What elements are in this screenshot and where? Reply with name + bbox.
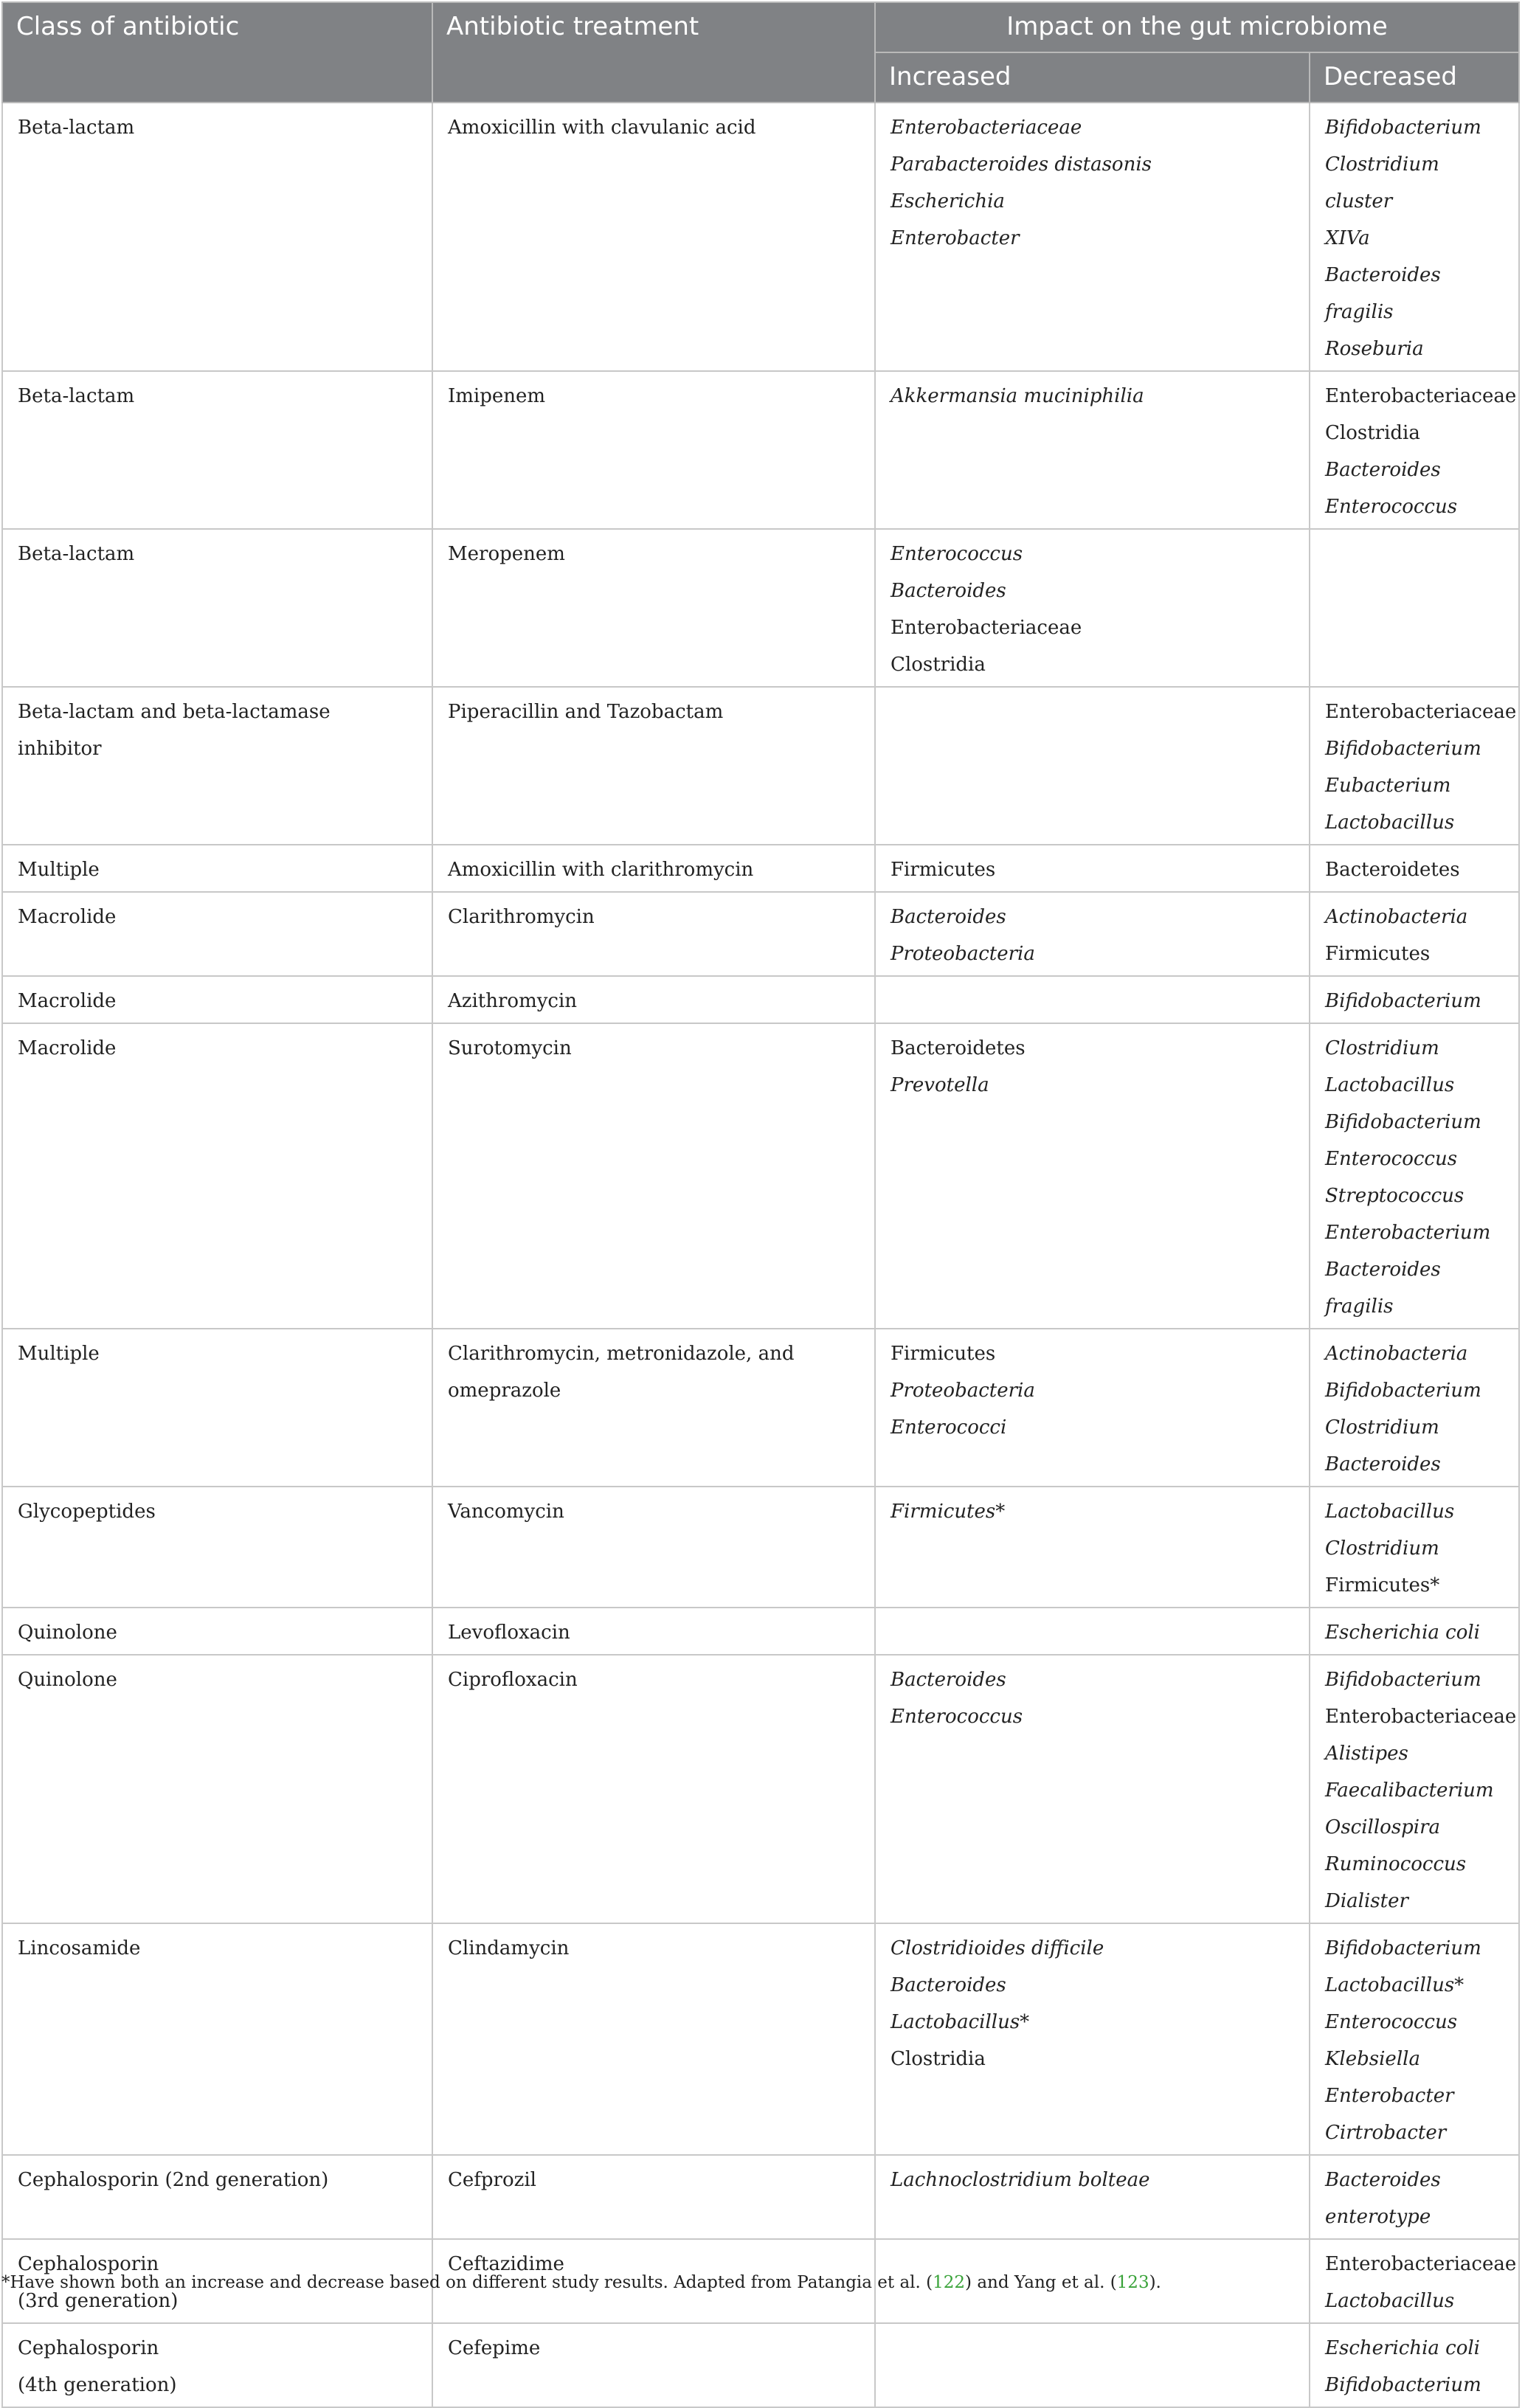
taxon-item (1325, 488, 1504, 525)
taxon-name: Enterococcus (1325, 2011, 1458, 2033)
taxon-item (891, 2004, 1294, 2041)
taxon-item (1325, 1772, 1504, 1809)
taxon-item (1325, 331, 1504, 367)
cell-treatment-line: Ciprofloxacin (448, 1669, 578, 1691)
cell-class (2, 529, 432, 687)
cell-treatment-line: Clindamycin (448, 1937, 570, 1959)
cell-treatment (432, 2323, 875, 2407)
footnote-ref-123[interactable]: 123 (1116, 2273, 1149, 2292)
taxon-item (1325, 1930, 1504, 1967)
taxon-name: Escherichia coli (1325, 1622, 1480, 1644)
cell-increased (875, 1023, 1310, 1329)
taxon-item (891, 609, 1294, 646)
taxon-item (1325, 1735, 1504, 1772)
taxon-name: Ruminococcus (1325, 1853, 1467, 1875)
taxon-name: Bacteroides (891, 1974, 1006, 1996)
cell-class-line: Multiple (18, 1343, 100, 1365)
cell-treatment-line: Piperacillin and Tazobactam (448, 701, 724, 723)
cell-decreased (1310, 371, 1519, 529)
taxon-name: Bacteroides (891, 906, 1006, 928)
taxon-name: Bifidobacterium (1325, 2374, 1481, 2396)
taxon-name: Akkermansia muciniphilia (891, 385, 1144, 407)
taxon-name: Bacteroides fragilis (1325, 264, 1441, 323)
taxon-item (1325, 2077, 1504, 2114)
taxon-name: Bifidobacterium (1325, 1669, 1481, 1691)
cell-treatment (432, 976, 875, 1023)
taxon-name: Alistipes (1325, 1743, 1408, 1765)
cell-class-line: Beta-lactam (18, 117, 135, 139)
taxon-item (891, 378, 1294, 415)
table-row (2, 1923, 1519, 2155)
footnote-marker: * (1454, 1974, 1465, 1996)
cell-increased (875, 1923, 1310, 2155)
taxon-name: Bacteroides (891, 1669, 1006, 1691)
cell-class (2, 1329, 432, 1487)
taxon-item (891, 109, 1294, 146)
taxon-name: Eubacterium (1325, 775, 1451, 797)
header-decreased: Decreased (1310, 52, 1519, 103)
cell-class (2, 2155, 432, 2239)
taxon-name: enterotype (1325, 2206, 1431, 2228)
taxon-item (1325, 220, 1504, 257)
cell-treatment (432, 1608, 875, 1655)
cell-decreased (1310, 103, 1519, 371)
taxon-item (1325, 1141, 1504, 1177)
cell-class (2, 1023, 432, 1329)
taxon-name: Roseburia (1325, 338, 1424, 360)
taxon-item (1325, 1214, 1504, 1251)
cell-treatment-line: Clarithromycin (448, 906, 595, 928)
taxon-name: Bacteroides (1325, 1453, 1441, 1475)
cell-class-line: Cephalosporin (18, 2253, 159, 2275)
cell-increased (875, 976, 1310, 1023)
header-increased: Increased (875, 52, 1310, 103)
taxon-item (891, 2041, 1294, 2077)
taxon-name: Enterobacter (891, 227, 1020, 249)
cell-treatment-line: Ceftazidime (448, 2253, 564, 2275)
cell-treatment-line: Amoxicillin with clarithromycin (448, 859, 754, 881)
cell-class-line: (3rd generation) (18, 2290, 179, 2312)
table-row (2, 1655, 1519, 1923)
cell-class (2, 1608, 432, 1655)
taxon-name: Firmicutes (891, 859, 996, 881)
taxon-name: Bacteroides fragilis (1325, 1259, 1441, 1318)
taxon-name: Enterobacterium (1325, 1222, 1491, 1244)
taxon-name: Lactobacillus (1325, 1074, 1455, 1096)
cell-increased (875, 687, 1310, 845)
taxon-item (1325, 1567, 1504, 1604)
taxon-name: Bacteroidetes (1325, 859, 1460, 881)
footnote-marker: * (995, 1501, 1006, 1523)
taxon-name: Clostridium (1325, 1537, 1439, 1560)
taxon-item (1325, 1177, 1504, 1214)
taxon-name: Bacteroidetes (891, 1037, 1026, 1059)
taxon-item (1325, 2114, 1504, 2151)
taxon-item (1325, 378, 1517, 415)
taxon-item (891, 899, 1294, 935)
cell-class (2, 976, 432, 1023)
table-row (2, 371, 1519, 529)
cell-treatment (432, 1487, 875, 1608)
taxon-name: Escherichia (891, 190, 1005, 212)
table-row (2, 845, 1519, 892)
taxon-item (1325, 415, 1504, 452)
taxon-name: Clostridioides difficile (891, 1937, 1104, 1959)
cell-increased (875, 1655, 1310, 1923)
cell-class-line: Multiple (18, 859, 100, 881)
taxon-name: Enterobacter (1325, 2085, 1454, 2107)
cell-class-line: Quinolone (18, 1622, 117, 1644)
taxon-item (891, 1372, 1294, 1409)
table-row (2, 1329, 1519, 1487)
table-row (2, 892, 1519, 976)
taxon-name: Actinobacteria (1325, 1343, 1468, 1365)
taxon-name: Oscillospira (1325, 1816, 1441, 1838)
cell-class-line: Lincosamide (18, 1937, 141, 1959)
cell-class-line: Beta-lactam and beta-lactamase inhibitor (18, 701, 331, 760)
cell-increased (875, 1608, 1310, 1655)
taxon-name: Clostridium (1325, 1416, 1439, 1439)
taxon-name: Bifidobacterium (1325, 1111, 1481, 1133)
cell-class-line: Macrolide (18, 906, 117, 928)
cell-treatment-line: Clarithromycin, metronidazole, and omeprazole (448, 1343, 795, 1402)
taxon-name: Klebsiella (1325, 2048, 1420, 2070)
taxon-name: Lactobacillus (1325, 1501, 1455, 1523)
taxon-name: Lachnoclostridium bolteae (891, 2169, 1150, 2191)
header-class: Class of antibiotic (2, 2, 432, 103)
taxon-name: Lactobacillus (1325, 2290, 1455, 2312)
footnote-text-1: *Have shown both an increase and decrease based on different study results. Adapted from Patangia et al. ( (1, 2273, 933, 2292)
cell-decreased (1310, 845, 1519, 892)
cell-increased (875, 892, 1310, 976)
footnote-ref-122[interactable]: 122 (933, 2273, 966, 2292)
taxon-name: Actinobacteria (1325, 906, 1468, 928)
cell-class (2, 845, 432, 892)
taxon-item (1325, 730, 1504, 767)
cell-treatment (432, 103, 875, 371)
taxon-item (1325, 693, 1517, 730)
table-row (2, 1487, 1519, 1608)
taxon-name: Enterobacteriaceae (1325, 701, 1517, 723)
taxon-name: Clostridium (1325, 1037, 1439, 1059)
cell-decreased (1310, 687, 1519, 845)
cell-increased (875, 1329, 1310, 1487)
taxon-item (1325, 983, 1504, 1020)
taxon-item (1325, 851, 1504, 888)
taxon-item (891, 935, 1294, 972)
taxon-name: Enterobacteriaceae (1325, 2253, 1517, 2275)
footnote-marker: * (1430, 1574, 1440, 1596)
taxon-name: Enterococcus (1325, 496, 1458, 518)
taxon-name: Bifidobacterium (1325, 117, 1481, 139)
cell-treatment (432, 687, 875, 845)
taxon-item (891, 1335, 1294, 1372)
cell-increased (875, 103, 1310, 371)
taxon-name: Bifidobacterium (1325, 1937, 1481, 1959)
cell-increased (875, 2155, 1310, 2239)
taxon-name: Firmicutes (891, 1343, 996, 1365)
taxon-name: Enterococcus (891, 1706, 1023, 1728)
cell-treatment-line: Cefepime (448, 2337, 541, 2359)
cell-class-line: Cephalosporin (18, 2337, 159, 2359)
cell-treatment-line: Meropenem (448, 543, 565, 565)
taxon-name: Enterobacteriaceae (1325, 385, 1517, 407)
cell-treatment (432, 529, 875, 687)
taxon-item (1325, 2041, 1504, 2077)
taxon-item (1325, 109, 1504, 146)
taxon-item (891, 536, 1294, 572)
table-body (2, 103, 1519, 2407)
taxon-name: Escherichia coli (1325, 2337, 1480, 2359)
taxon-item (1325, 1030, 1504, 1067)
cell-decreased (1310, 529, 1519, 687)
cell-class (2, 687, 432, 845)
taxon-item (891, 646, 1294, 683)
taxon-item (1325, 1846, 1504, 1883)
taxon-name: Enterococcus (891, 543, 1023, 565)
cell-decreased (1310, 1487, 1519, 1608)
taxon-item (1325, 1967, 1504, 2004)
cell-treatment-line: Vancomycin (448, 1501, 564, 1523)
taxon-name: Clostridia (891, 654, 986, 676)
table-row (2, 687, 1519, 845)
taxon-name: Firmicutes (891, 1501, 996, 1523)
antibiotic-microbiome-table (1, 1, 1520, 2408)
cell-treatment-line: Levofloxacin (448, 1622, 570, 1644)
taxon-item (1325, 1372, 1504, 1409)
cell-treatment-line: Cefprozil (448, 2169, 536, 2191)
cell-class-line: Macrolide (18, 1037, 117, 1059)
cell-treatment (432, 371, 875, 529)
taxon-item (891, 220, 1294, 257)
cell-class (2, 2323, 432, 2407)
taxon-item (891, 572, 1294, 609)
cell-class (2, 892, 432, 976)
cell-treatment (432, 892, 875, 976)
taxon-name: Enterobacteriaceae (891, 617, 1082, 639)
taxon-item (1325, 1104, 1504, 1141)
taxon-item (1325, 1698, 1517, 1735)
cell-decreased (1310, 1608, 1519, 1655)
cell-decreased (1310, 892, 1519, 976)
cell-treatment-line: Amoxicillin with clavulanic acid (448, 117, 756, 139)
taxon-name: Bifidobacterium (1325, 738, 1481, 760)
cell-class (2, 371, 432, 529)
cell-class-line: Macrolide (18, 990, 117, 1012)
taxon-item (891, 1067, 1294, 1104)
taxon-item (1325, 1251, 1504, 1325)
cell-treatment-line: Imipenem (448, 385, 546, 407)
cell-class-line: Quinolone (18, 1669, 117, 1691)
cell-decreased (1310, 1329, 1519, 1487)
taxon-name: Lactobacillus (1325, 1974, 1455, 1996)
taxon-item (891, 1661, 1294, 1698)
taxon-item (1325, 1661, 1504, 1698)
taxon-item (891, 1030, 1294, 1067)
taxon-name: Bacteroides (1325, 459, 1441, 481)
taxon-item (891, 1930, 1294, 1967)
taxon-item (1325, 2004, 1504, 2041)
taxon-name: Parabacteroides distasonis (891, 153, 1152, 176)
table-row (2, 1023, 1519, 1329)
cell-class-line: Glycopeptides (18, 1501, 156, 1523)
taxon-name: Bifidobacterium (1325, 990, 1481, 1012)
footnote-text-3: ). (1149, 2273, 1161, 2292)
cell-decreased (1310, 2323, 1519, 2407)
taxon-name: Enterococci (891, 1416, 1007, 1439)
header-impact: Impact on the gut microbiome (875, 2, 1519, 52)
table-row (2, 103, 1519, 371)
taxon-name: Lactobacillus (1325, 812, 1455, 834)
taxon-name: Cirtrobacter (1325, 2122, 1447, 2144)
taxon-item (891, 851, 1294, 888)
table-row (2, 529, 1519, 687)
taxon-item (1325, 1530, 1504, 1567)
cell-treatment (432, 2155, 875, 2239)
taxon-item (1325, 767, 1504, 804)
taxon-name: XIVa (1325, 227, 1370, 249)
taxon-item (1325, 899, 1504, 935)
cell-decreased (1310, 1923, 1519, 2155)
cell-treatment (432, 1923, 875, 2155)
cell-increased (875, 529, 1310, 687)
taxon-item (1325, 1809, 1504, 1846)
cell-decreased (1310, 2155, 1519, 2239)
table-row (2, 976, 1519, 1023)
taxon-item (1325, 2198, 1504, 2235)
cell-class (2, 1655, 432, 1923)
taxon-item (1325, 2162, 1504, 2198)
cell-decreased (1310, 1655, 1519, 1923)
taxon-name: Firmicutes (1325, 1574, 1431, 1596)
taxon-name: Clostridium cluster (1325, 153, 1439, 212)
cell-class (2, 1487, 432, 1608)
taxon-name: Firmicutes (1325, 943, 1431, 965)
table-header (2, 2, 1519, 103)
table-row (2, 1608, 1519, 1655)
header-treatment: Antibiotic treatment (432, 2, 875, 103)
cell-class-line: Beta-lactam (18, 385, 135, 407)
taxon-item (891, 1967, 1294, 2004)
taxon-item (1325, 2330, 1504, 2367)
footnote-text-2: ) and Yang et al. ( (965, 2273, 1117, 2292)
cell-treatment-line: Azithromycin (448, 990, 578, 1012)
cell-class-line: Cephalosporin (2nd generation) (18, 2169, 329, 2191)
taxon-item (1325, 146, 1504, 220)
table-row (2, 2155, 1519, 2239)
cell-increased (875, 371, 1310, 529)
taxon-item (891, 1698, 1294, 1735)
cell-increased (875, 845, 1310, 892)
cell-class-line: (4th generation) (18, 2374, 177, 2396)
taxon-name: Faecalibacterium (1325, 1779, 1494, 1802)
taxon-item (1325, 1067, 1504, 1104)
taxon-item (1325, 2367, 1504, 2404)
taxon-name: Bifidobacterium (1325, 1380, 1481, 1402)
cell-class (2, 1923, 432, 2155)
taxon-item (1325, 257, 1504, 331)
taxon-item (1325, 1409, 1504, 1446)
cell-increased (875, 1487, 1310, 1608)
cell-class-line: Beta-lactam (18, 543, 135, 565)
taxon-item (891, 1493, 1294, 1530)
cell-treatment (432, 845, 875, 892)
taxon-name: Proteobacteria (891, 1380, 1035, 1402)
taxon-item (1325, 1883, 1504, 1920)
cell-increased (875, 2323, 1310, 2407)
taxon-item (1325, 1614, 1504, 1651)
table-footnote (1, 2273, 1518, 2292)
taxon-name: Enterobacteriaceae (891, 117, 1082, 139)
cell-treatment (432, 1329, 875, 1487)
taxon-item (1325, 452, 1504, 488)
taxon-name: Clostridia (1325, 422, 1420, 444)
taxon-name: Clostridia (891, 2048, 986, 2070)
taxon-name: Enterobacteriaceae (1325, 1706, 1517, 1728)
taxon-item (891, 146, 1294, 183)
taxon-item (1325, 1446, 1504, 1483)
cell-treatment-line: Surotomycin (448, 1037, 572, 1059)
taxon-item (1325, 1335, 1504, 1372)
taxon-item (891, 1409, 1294, 1446)
taxon-name: Bacteroides (891, 580, 1006, 602)
taxon-item (1325, 1493, 1504, 1530)
footnote-marker: * (1020, 2011, 1030, 2033)
taxon-name: Streptococcus (1325, 1185, 1465, 1207)
table-row (2, 2323, 1519, 2407)
taxon-name: Dialister (1325, 1890, 1408, 1912)
taxon-item (891, 183, 1294, 220)
cell-decreased (1310, 976, 1519, 1023)
taxon-name: Enterococcus (1325, 1148, 1458, 1170)
taxon-name: Bacteroides (1325, 2169, 1441, 2191)
cell-treatment (432, 1023, 875, 1329)
taxon-item (891, 2162, 1294, 2198)
taxon-name: Proteobacteria (891, 943, 1035, 965)
taxon-item (1325, 804, 1504, 841)
cell-treatment (432, 1655, 875, 1923)
taxon-name: Lactobacillus (891, 2011, 1020, 2033)
taxon-item (1325, 935, 1504, 972)
cell-class (2, 103, 432, 371)
taxon-name: Prevotella (891, 1074, 989, 1096)
cell-decreased (1310, 1023, 1519, 1329)
